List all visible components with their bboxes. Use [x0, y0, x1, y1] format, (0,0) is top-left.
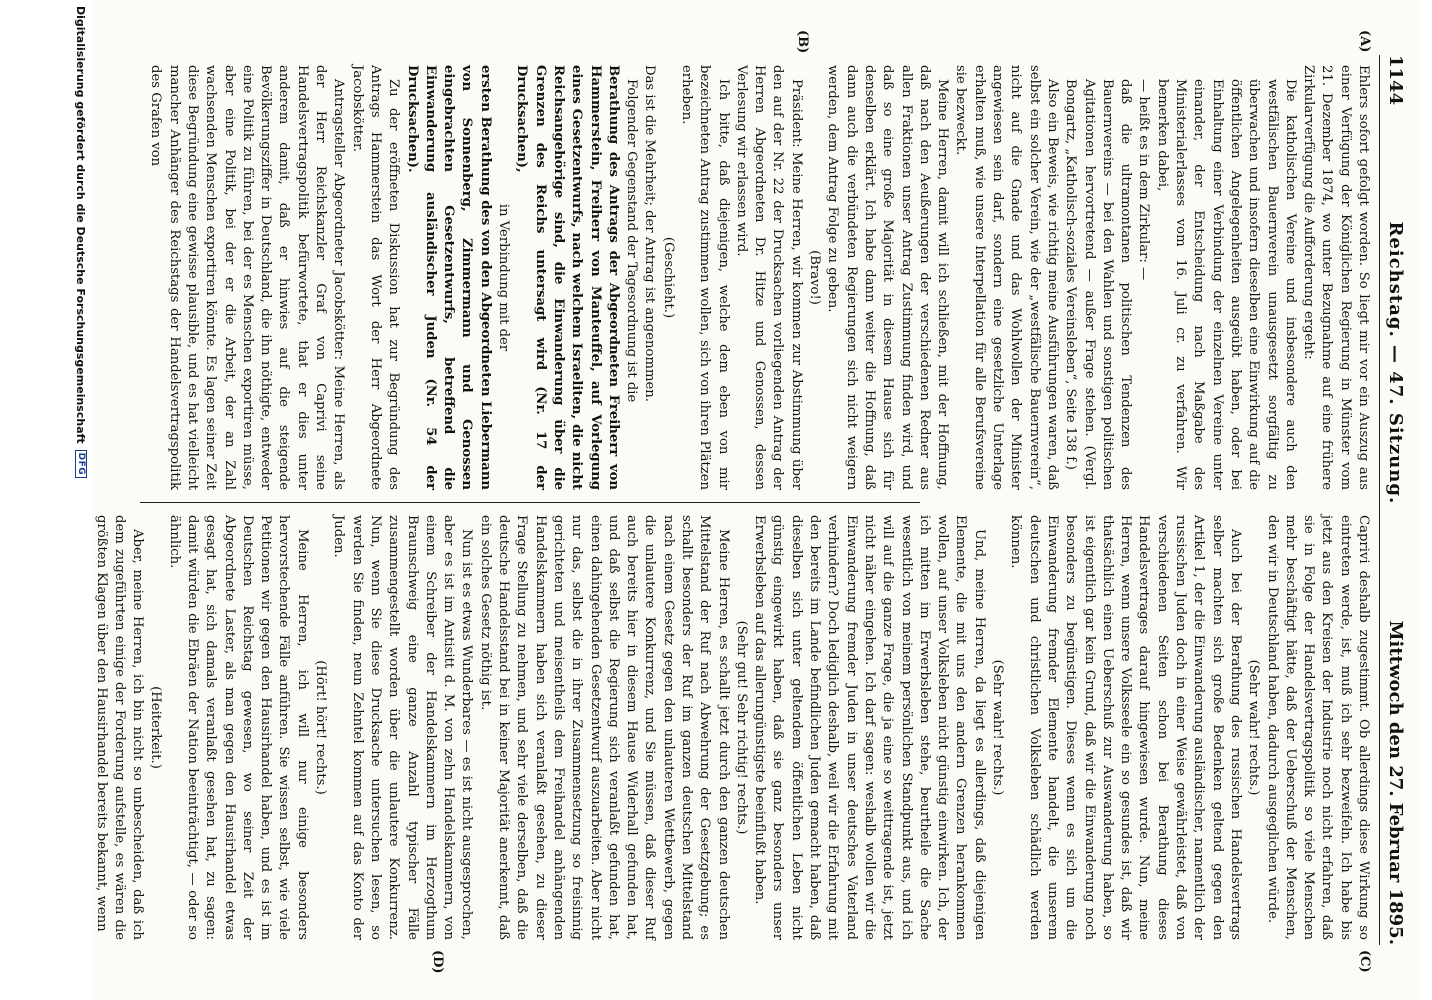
interjection: (Sehr wahr! rechts.): [1246, 659, 1262, 796]
page-number: 1144: [1385, 55, 1406, 106]
paragraph: Antragsteller Abgeordneter Jacobskötter: Meine Herren, als der Herr Reichskanzler Graf von Caprivi seine Handelsvertragspolitik befürwortete, that er dies unter anderem damit, daß er hinwies auf die steigende Bevölkerungsziffer in Deutschland, die ihn nöthigte, entweder eine Politik zu führen, bei der es Menschen exportiren müsse, aber eine Politik, bei der er die Arbeit, der an Zahl wachsenden Menschen exportiren könnte. Es lagen seiner Zeit diese Begründung eine gewisse plausible, und es hat vielleicht mancher Anhänger des Reichstags der Handelsvertragspolitik des Grafen von: [148, 65, 347, 490]
paragraph: — heißt es in dem Zirkular: —: [1136, 79, 1152, 281]
interjection: (Heiterkeit.): [148, 686, 164, 769]
paragraph: Also ein Beweis, wie richtig meine Ausführungen waren, daß selbst ein solcher Verein, wie der „westfälische Bauernverein“, nicht auf die Gnade und das Wohlwollen der Minister angewiesen sein darf, sondern eine gesetzliche Unterlage erhalten muß, wie unsere Interpellation für alle Berufsvereine sie bezweckt.: [953, 65, 1060, 490]
paragraph: in Verbindung mit der: [496, 203, 512, 352]
page-header: [1379, 55, 1406, 945]
column-divider: [140, 502, 920, 503]
interjection: (Sehr wahr! rechts.): [990, 659, 1006, 796]
paragraph: Ehlers sofort gefolgt worden. So liegt mir vor ein Auszug aus einer Verfügung der Königlichen Regierung in Münster vom 21. Dezember 1874, wo unter Bezugnahme auf eine frühere Zirkularverfügung die Aufforderung ergeht:: [1301, 65, 1371, 490]
scanned-page: [70, 0, 1420, 1000]
interjection: (Geschieht.): [660, 236, 676, 319]
margin-marker-c: (C): [1357, 950, 1372, 973]
right-column: [91, 515, 1372, 940]
margin-marker-b: (B): [795, 30, 810, 54]
digitization-footer: [70, 0, 92, 1000]
interjection: (Sehr gut! Sehr richtig! rechts.): [733, 620, 749, 835]
agenda-item: Berathung des Antrags der Abgeordneten Freiherr von Hammerstein, Freiherr von Manteuffel, auf Vorlegung eines Gesetzentwurfs, nach welchem Israeliten, die nicht Reichsangehörige sind, die Einwanderung über die Grenzen des Reichs untersagt wird (Nr. 17 der Drucksachen),: [514, 65, 621, 490]
paragraph: Auch bei der Berathung des russischen Handelsvertrags selber machten sich große Bedenken geltend gegen den Artikel 1, der die Einwanderung ausländischer, namentlich der russischen Juden doch in einer Weise gewährleistet, daß von verschiedenen Seiten schon bei Berathung dieses Handelsvertrages darauf hingewiesen wurde. Nun, meine Herren, wenn unsere Volksseele ein so gesundes ist, daß wir thatsächlich einen Ueberschuß zur Auswanderung haben, so ist eigentlich gar kein Grund, daß wir die Einwanderung noch besonders zu begünstigen. Dieses wenn es sich um die Einwanderung fremder Elemente handelt, die unserem deutschen und christlichen Volksleben schädlich werden können.: [1008, 515, 1243, 940]
margin-marker-a: (A): [1357, 30, 1372, 53]
agenda-item: ersten Berathung des von den Abgeordneten Liebermann von Sonnenberg, Zimmermann und Genossen eingebrachten Gesetzentwurfs, betreffend die Einwanderung ausländischer Juden (Nr. 54 der Drucksachen).: [404, 65, 493, 490]
paragraph: Aber, meine Herren, ich bin nicht so unbescheiden, daß ich dem zugeführten einige der Forderung aufstelle, es wären die größten Klagen über den Hausirhandel bereits bekannt, wenn: [93, 515, 146, 940]
header-title: Reichstag. — 47. Sitzung.: [1385, 221, 1406, 505]
dfg-logo: DFG: [75, 450, 87, 479]
paragraph: Und, meine Herren, da liegt es allerdings, daß diejenigen Elemente, die mit uns den andern Grenzen herankommen wollen, auf unser Volksleben nicht günstig einwirken. Ich, der ich mitten im Erwerbsleben stehe, beurtheile die Sache wesentlich von meinem persönlichen Standpunkt aus, und ich will auf die ganze Frage, die ja eine so weittragende ist, jetzt nicht näher eingehen. Ich darf sagen: weshalb wollen wir die Einwanderung fremder Juden in unser deutsches Vaterland verhindern? Doch lediglich deshalb, weil wir die Erfahrung mit den bereits im Lande befindlichen Juden gemacht haben, daß dieselben sich unter geltendem öffentlichen Leben nicht günstig eingewirkt haben, daß sie ganz besonders unser Erwerbsleben auf das allerungünstigste beeinflußt haben.: [752, 515, 987, 940]
quote-paragraph: Die katholischen Vereine und insbesondere auch den westfälischen Bauernverein unausgesetzt sorgfältig zu überwachen und insofern dieselben eine Einwirkung auf die öffentlichen Angelegenheiten ausgeübt haben, oder bei Einhaltung einer Verbindung der einzelnen Vereine unter einander, der Entscheidung nach Maßgabe des Ministerialerlasses vom 16. Juli cr. zu verfahren. Wir bemerken dabei,: [1154, 79, 1298, 490]
paragraph: Meine Herren, es schallt jetzt durch den ganzen deutschen Mittelstand der Ruf nach Abwehrung der Gesetzgebung; es schallt besonders der Ruf im ganzen deutschen Mittelstand nach einem Gesetz gegen den unlauteren Wettbewerb, gegen die unlautere Konkurrenz, und Sie müssen, daß dieser Ruf auch bereits hier in diesem Hause Widerhall gefunden hat, und daß selbst die Regierung sich veranlaßt gefunden hat, einen dahingehenden Gesetzentwurf auszuarbeiten. Aber nicht nur das, selbst die in ihrer Zusammensetzung so freisinnig gerichteten und meisentheils dem Freihandel anhängenden Handelskammern haben sich veranlaßt gesehen, zu dieser Frage Stellung zu nehmen, und sehr viele derselben, daß die deutsche Handelsstand bei in keiner Majorität anerkennt, daß ein solches Gesetz nöthig ist.: [477, 515, 731, 940]
paragraph: Folgender Gegenstand der Tagesordnung ist die: [624, 79, 640, 403]
header-date: Mittwoch den 27. Februar 1895.: [1385, 620, 1406, 945]
paragraph: Das ist die Mehrheit; der Antrag ist angenommen.: [642, 65, 658, 402]
interjection: (Hört! hört! rechts.): [313, 660, 329, 795]
interjection: (Bravo!): [807, 250, 823, 305]
paragraph: Nun ist es etwas Wunderbares — es ist nicht ausgesprochen, aber es ist im Antisitt d. M. von zehn Handelskammern, von einem Schreiber der Handelskammern im Herzogthum Braunschweig eine ganze Anzahl typischer Fälle zusammengestellt worden über die unlautere Konkurrenz. Nun, wenn Sie diese Drucksache untersuchen lesen, so werden Sie finden, neun Zehntel kommen auf das Konto der Juden.: [331, 515, 475, 940]
margin-marker-d: (D): [430, 950, 445, 974]
paragraph: Meine Herren, ich will nur einige besonders hervorstechende Fälle anführen. Sie wissen selbst, wie viele Petitionen wir gegen den Hausirhandel haben, und es ist im Deutschen Reichstag gewesen, wo seiner Zeit der Abgeordnete Laster, als man gegen den Hausirhandel etwas gesagt hat, sich damals veranlaßt gesehen hat, zu sagen: damit würden die Ebräen der Nation beeinträchtigt, — oder so ähnlich.: [166, 515, 310, 940]
paragraph: Meine Herren, damit will ich schließen, mit der Hoffnung, daß nach den Aeußerungen der verschiedenen Redner aus allen Fraktionen unser Antrag Zustimmung finden wird, und daß so eine große Majorität in diesem Hause sich für denselben erklärt. Ich habe dann weiter die Hoffnung, daß dann auch die verbündeten Regierungen sich nicht weigern werden, dem Antrag Folge zu geben.: [825, 65, 951, 490]
left-column: [146, 65, 1372, 490]
paragraph: Präsident: Meine Herren, wir kommen zur Abstimmung über den auf der Nr. 22 der Drucksachen vorliegenden Antrag der Herren Abgeordneten Dr. Hitze und Genossen, dessen Verlesung wir erlassen wird.: [733, 65, 804, 490]
paragraph: Zu der eröffneten Diskussion hat zur Begründung des Antrags Hammerstein das Wort der Herr Abgeordnete Jacobskötter.: [349, 65, 402, 490]
paragraph: Ich bitte, daß diejenigen, welche dem eben von mir bezeichneten Antrag zustimmen wollen, sich von ihren Plätzen erheben.: [679, 65, 731, 490]
paragraph: Caprivi deshalb zugestimmt. Ob allerdings diese Wirkung so eintreten werde, ist, muß ich sehr bezweifeln. Ich habe bis jetzt aus den Kreisen der Industrie noch nicht erfahren, daß sie in Folge der Handelsvertragspolitik so viele Menschen mehr beschäftigt hätte, daß der Ueberschuß der Menschen, den wir in Deutschland haben, dadurch ausgeglichen würde.: [1264, 515, 1371, 940]
footer-text: Digitalisierung gefördert durch die Deutsche Forschungsgemeinschaft: [74, 6, 88, 444]
quote-paragraph: daß die ultramontanen politischen Tendenzen des Bauernvereins — bei den Wahlen und sonstigen politischen Agitationen hervortretend — außer Frage stehen. (Vergl. Bongartz, „Katholisch-soziales Vereinsleben“, Seite 138 f.): [1063, 79, 1134, 490]
